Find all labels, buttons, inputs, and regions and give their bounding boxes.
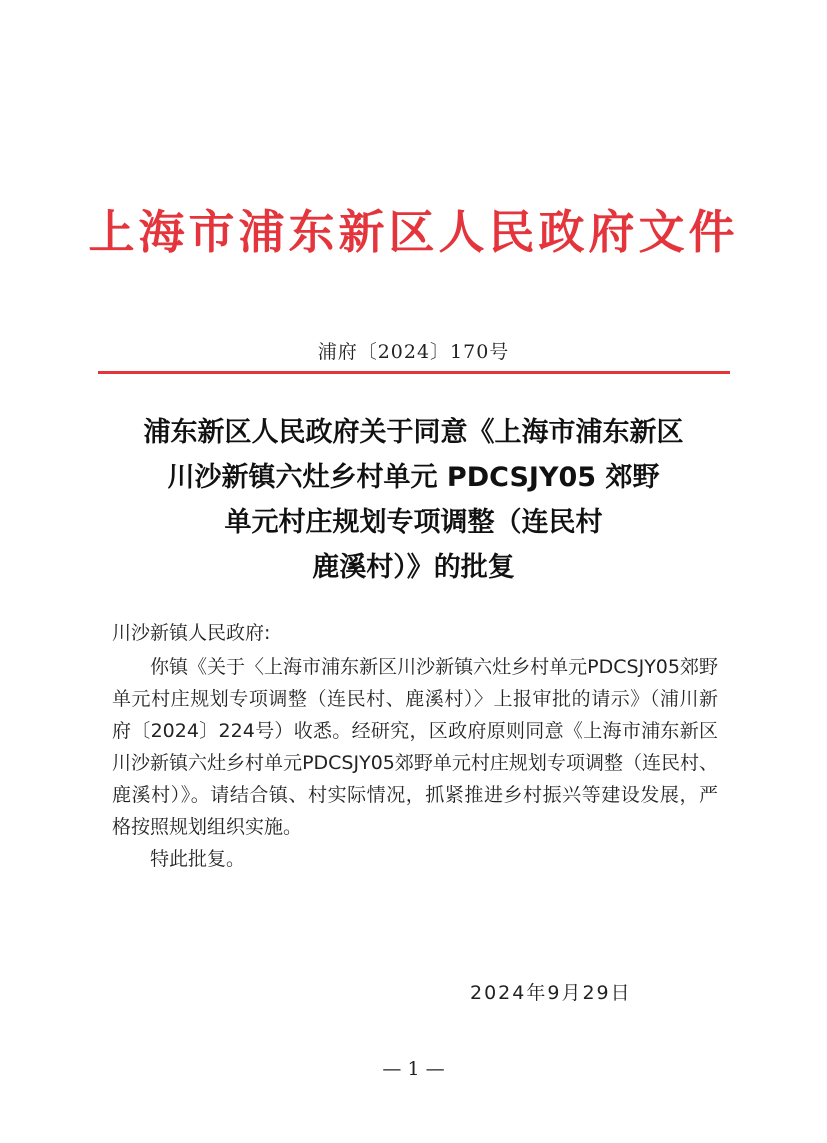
- issue-date: 2024年9月29日: [470, 982, 632, 1004]
- title-line: 浦东新区人民政府关于同意《上海市浦东新区: [143, 417, 684, 448]
- document-number: 浦府〔2024〕170号: [317, 341, 510, 363]
- title-line: 单元村庄规划专项调整（连民村: [224, 507, 603, 538]
- title-line: 川沙新镇六灶乡村单元 PDCSJY05 郊野: [167, 462, 660, 493]
- recipient: 川沙新镇人民政府:: [112, 622, 271, 644]
- document-title: [0, 410, 827, 590]
- body-paragraph: 你镇《关于〈上海市浦东新区川沙新镇六灶乡村单元PDCSJY05郊野单元村庄规划专项调整（连民村、鹿溪村）〉上报审批的请示》（浦川新府〔2024〕224号）收悉。经研究，区政府原则同意《上海市浦东新区川沙新镇六灶乡村单元PDCSJY05郊野单元村庄规划专项调整（连民村、鹿溪村）》。请结合镇、村实际情况，抓紧推进乡村振兴等建设发展，严格按照规划组织实施。: [112, 656, 718, 838]
- document-masthead: 上海市浦东新区人民政府文件: [88, 205, 739, 259]
- closing-paragraph: 特此批复。: [150, 848, 246, 870]
- red-divider-line: [98, 371, 730, 374]
- page-number: — 1 —: [382, 1058, 445, 1080]
- document-body: [112, 651, 718, 875]
- title-line: 鹿溪村）》的批复: [312, 552, 515, 583]
